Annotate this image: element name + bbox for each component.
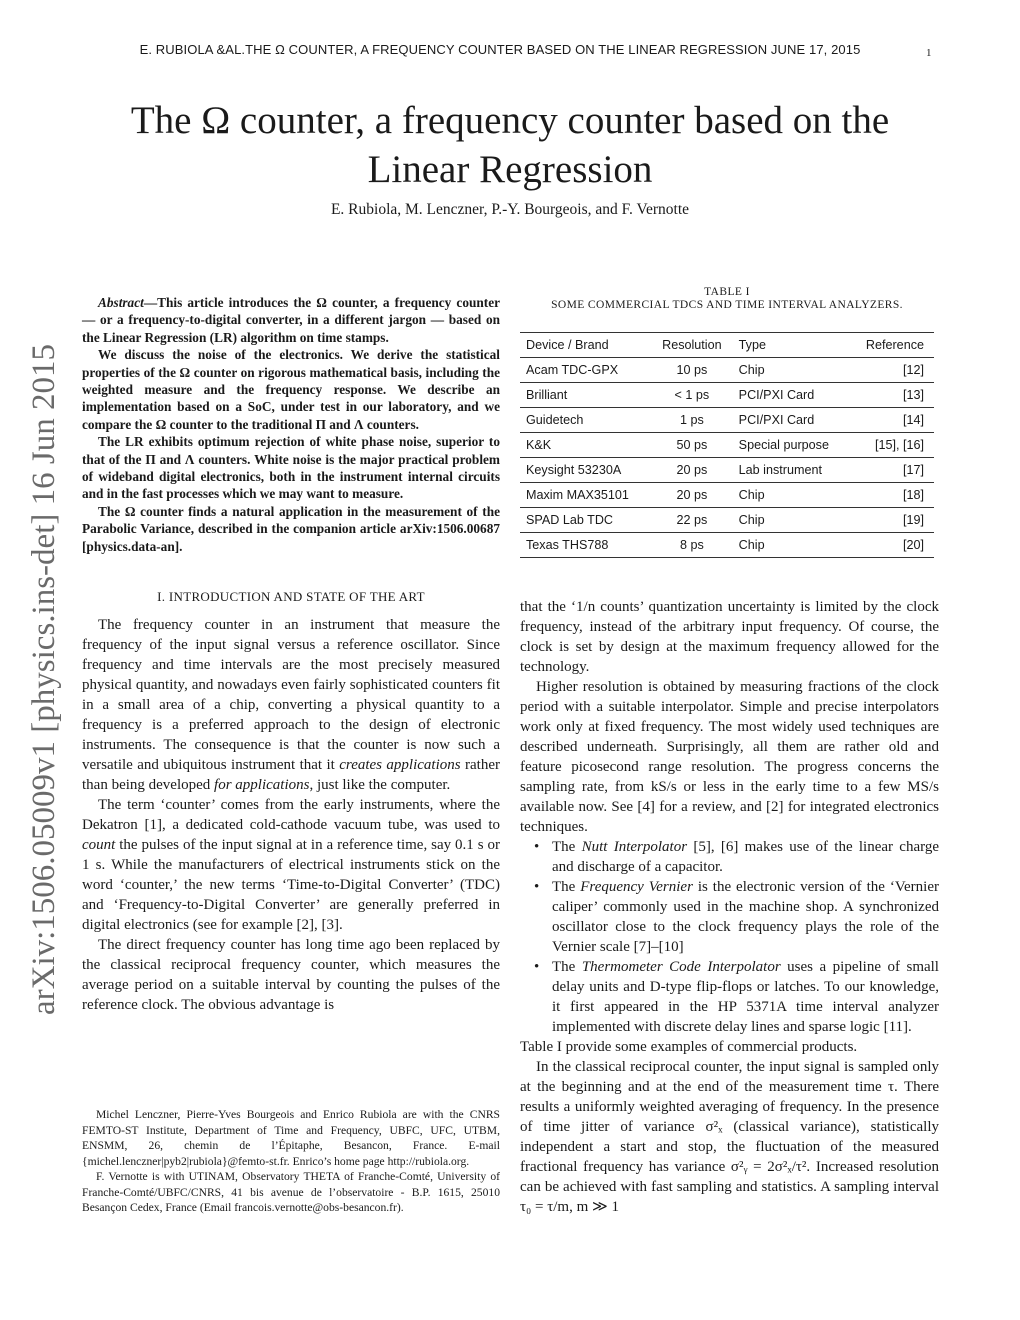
cell-reference: [19] <box>849 508 934 533</box>
abstract <box>82 294 500 555</box>
cell-type: Special purpose <box>733 433 850 458</box>
cell-resolution: 22 ps <box>651 508 733 533</box>
table-row <box>520 483 934 508</box>
intro-paragraph-1: The frequency counter in an instrument that measure the frequency of the input signal versus a reference oscillator. Since frequency and time intervals are the most precisely measured physical quantity, and nowadays even fairly sophisticated counters fit in a small area of a chip, converting a physical quantity to a frequency is a preferred approach to the design of electronic instruments. The consequence is that the counter is now such a versatile and ubiquitous instrument that it creates applications rather than being developed for applications, just like the computer. <box>82 617 500 794</box>
right-paragraph-2: Higher resolution is obtained by measuring fractions of the clock period with a suitable interpolator. Simple and precise interpolators work only at fixed frequency. The most widely used techniques are described underneath. Surprisingly, all them are rather old and feature picosecond range resolution. The progress concerns the sampling rate, from kS/s or less in the early time to a few MS/s available now. See [4] for a review, and [2] for integrated electronics techniques. <box>520 679 939 835</box>
cell-type: Chip <box>733 358 850 383</box>
list-item-frequency-vernier: • The Frequency Vernier is the electronic version of the ‘Vernier caliper’ commonly used in the machine shop. A synchronized oscillator close to the clock frequency plays the role of the Vernier scale [7]–[10] <box>520 877 939 957</box>
interpolator-list <box>520 837 939 1037</box>
paper-title <box>60 96 960 194</box>
col-header-type: Type <box>733 333 850 358</box>
cell-reference: [14] <box>849 408 934 433</box>
devices-table <box>520 332 934 558</box>
col-header-reference: Reference <box>849 333 934 358</box>
cell-reference: [20] <box>849 533 934 558</box>
cell-device: K&K <box>520 433 651 458</box>
table-header-row <box>520 333 934 358</box>
arxiv-stamp: arXiv:1506.05009v1 [physics.ins-det] 16 Jun 2015 <box>26 344 62 1015</box>
cell-resolution: 20 ps <box>651 458 733 483</box>
table-row <box>520 358 934 383</box>
author-footnotes <box>82 1107 500 1216</box>
abstract-label: Abstract <box>98 295 144 310</box>
cell-type: Lab instrument <box>733 458 850 483</box>
cell-type: Chip <box>733 483 850 508</box>
cell-device: Brilliant <box>520 383 651 408</box>
right-column <box>520 597 939 1217</box>
list-item-nutt-interpolator: • The Nutt Interpolator [5], [6] makes use of the linear charge and discharge of a capacitor. <box>520 837 939 877</box>
abstract-paragraph-2: We discuss the noise of the electronics. We derive the statistical properties of the Ω counter on rigorous mathematical basis, including the weighted measure and the frequency response. We describe an implementation based on a SoC, under test in our laboratory, and we compare the Ω counter to the traditional Π and Λ counters. <box>82 347 500 432</box>
table-1 <box>520 286 934 558</box>
cell-reference: [17] <box>849 458 934 483</box>
cell-reference: [12] <box>849 358 934 383</box>
table-row <box>520 383 934 408</box>
cell-type: PCI/PXI Card <box>733 408 850 433</box>
abstract-paragraph-4: The Ω counter finds a natural application in the measurement of the Parabolic Variance, described in the companion article arXiv:1506.00687 [physics.data-an]. <box>82 503 500 554</box>
footnote-2: F. Vernotte is with UTINAM, Observatory THETA of Franche-Comté, University of Franche-Comté/UBFC/CNRS, 41 bis avenue de l’observatoire - B.P. 1615, 25010 Besançon Cedex, France (Email francois.vernotte@obs-besancon.fr). <box>82 1170 500 1214</box>
cell-device: Keysight 53230A <box>520 458 651 483</box>
table-caption: SOME COMMERCIAL TDCS AND TIME INTERVAL ANALYZERS. <box>551 299 903 311</box>
cell-device: Texas THS788 <box>520 533 651 558</box>
table-row <box>520 408 934 433</box>
footnote-1: Michel Lenczner, Pierre-Yves Bourgeois and Enrico Rubiola are with the CNRS FEMTO-ST Institute, Department of Time and Frequency, UBFC, UFC, UTBM, ENSMM, 26, chemin de l’Épitaphe, Besancon, France. E-mail {michel.lenczner|pyb2|rubiola}@femto-st.fr. Enrico’s home page http://rubiola.org. <box>82 1108 500 1168</box>
cell-reference: [15], [16] <box>849 433 934 458</box>
table-label: TABLE I <box>704 286 750 298</box>
section-heading-introduction: I. INTRODUCTION AND STATE OF THE ART <box>157 589 425 605</box>
cell-resolution: 1 ps <box>651 408 733 433</box>
cell-resolution: 8 ps <box>651 533 733 558</box>
cell-type: Chip <box>733 508 850 533</box>
cell-reference: [18] <box>849 483 934 508</box>
abstract-paragraph-1: Abstract—This article introduces the Ω counter, a frequency counter — or a frequency-to-digital converter, in a different jargon — based on the Linear Regression (LR) algorithm on time stamps. <box>82 295 500 345</box>
cell-resolution: 10 ps <box>651 358 733 383</box>
cell-reference: [13] <box>849 383 934 408</box>
intro-paragraph-2: The term ‘counter’ comes from the early instruments, where the Dekatron [1], a dedicated cold-cathode vacuum tube, was used to count the pulses of the input signal at in a reference time, say 0.1 s or 1 s. While the manufacturers of electrical instruments stick on the word ‘counter,’ the new terms ‘Time-to-Digital Converter’ (TDC) and ‘Frequency-to-Digital Converter’ are generally preferred in digital electronics (see for example [2], [3]. <box>82 797 500 934</box>
cell-resolution: 20 ps <box>651 483 733 508</box>
cell-device: Guidetech <box>520 408 651 433</box>
right-paragraph-1: that the ‘1/n counts’ quantization uncertainty is limited by the clock frequency, instead of the arbitrary input frequency. Of course, the clock is set by design at the maximum frequency allowed for the technology. <box>520 599 939 675</box>
left-column <box>82 294 500 1015</box>
right-paragraph-3: Table I provide some examples of commercial products. <box>520 1039 858 1055</box>
page-number: 1 <box>926 47 932 59</box>
list-item-thermometer-code: • The Thermometer Code Interpolator uses a pipeline of small delay units and D-type flip-flops or latches. To our knowledge, it first appeared in the HP 5371A time interval analyzer implemented with discrete delay lines and sparse logic [11]. <box>520 957 939 1037</box>
author-list: E. Rubiola, M. Lenczner, P.-Y. Bourgeois, and F. Vernotte <box>330 201 690 218</box>
table-row <box>520 533 934 558</box>
intro-paragraph-3: The direct frequency counter has long time ago been replaced by the classical reciprocal frequency counter, which measures the average period on a suitable interval by counting the pulses of the reference clock. The obvious advantage is <box>82 937 500 1014</box>
right-paragraph-4: In the classical reciprocal counter, the input signal is sampled only at the beginning and at the end of the measurement time τ. There results a uniformly weighted averaging of frequency. In the presence of time jitter of variance σ²ₓ (classical variance), statistically independent a start and stop, the fluctuation of the measured fractional frequency has variance σ²ᵧ = 2σ²ₓ/τ². Increased resolution can be achieved with fast sampling and statistics. A sampling interval τ₀ = τ/m, m ≫ 1 <box>520 1059 939 1215</box>
cell-type: PCI/PXI Card <box>733 383 850 408</box>
table-row <box>520 458 934 483</box>
col-header-device: Device / Brand <box>520 333 651 358</box>
table-row <box>520 433 934 458</box>
cell-resolution: < 1 ps <box>651 383 733 408</box>
introduction-body <box>82 615 500 1015</box>
cell-device: Maxim MAX35101 <box>520 483 651 508</box>
cell-device: Acam TDC-GPX <box>520 358 651 383</box>
title-line-1: The Ω counter, a frequency counter based on the <box>130 99 890 142</box>
table-row <box>520 508 934 533</box>
title-line-2: Linear Regression <box>367 148 653 191</box>
cell-resolution: 50 ps <box>651 433 733 458</box>
cell-type: Chip <box>733 533 850 558</box>
running-head: E. RUBIOLA &AL.THE Ω COUNTER, A FREQUENCY COUNTER BASED ON THE LINEAR REGRESSION JUNE 17, 2015 <box>139 42 861 57</box>
abstract-paragraph-3: The LR exhibits optimum rejection of white phase noise, superior to that of the Π and Λ counters. White noise is the major practical problem of wideband digital electronics, both in the instrument internal circuits and in the fast processes which we may want to measure. <box>82 434 500 502</box>
col-header-resolution: Resolution <box>651 333 733 358</box>
cell-device: SPAD Lab TDC <box>520 508 651 533</box>
